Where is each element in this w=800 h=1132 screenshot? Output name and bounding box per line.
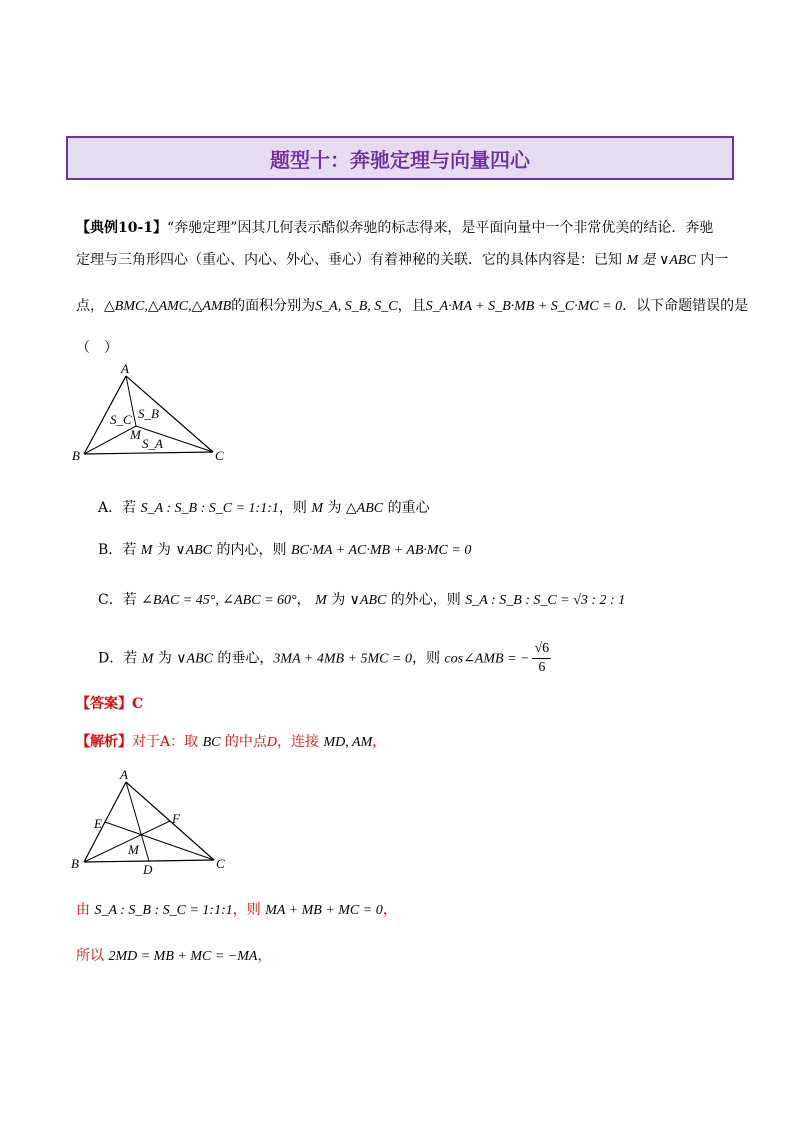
fig2-label-e: E bbox=[94, 816, 102, 831]
analysis-text-2: 的中点 bbox=[224, 734, 267, 750]
analysis-line-3-prefix: 所以 bbox=[76, 948, 104, 964]
answer-tag: 【答案】 bbox=[76, 696, 132, 712]
analysis-line-1 bbox=[76, 732, 386, 753]
analysis-line-2-suffix: ， bbox=[382, 902, 397, 918]
analysis-line-2-prefix: 由 bbox=[76, 902, 90, 918]
option-c-math-3: ∨ABC bbox=[349, 593, 387, 608]
fig1-label-c: C bbox=[215, 448, 224, 463]
analysis-line-3 bbox=[76, 946, 271, 967]
example-text-3-prefix: 点， bbox=[76, 298, 104, 314]
example-line-3 bbox=[76, 296, 748, 317]
analysis-text-1: 对于A：取 bbox=[132, 734, 199, 750]
option-c-mid-3: 的外心，则 bbox=[390, 592, 461, 608]
fig1-label-a: A bbox=[121, 362, 129, 376]
analysis-line-3-suffix: ， bbox=[257, 948, 272, 964]
analysis-text-3: ，连接 bbox=[277, 734, 320, 750]
fig1-label-sa: S_A bbox=[142, 436, 163, 451]
option-b-mid: 为 bbox=[156, 542, 171, 558]
option-a-math-1: S_A : S_B : S_C = 1:1:1 bbox=[140, 501, 279, 516]
option-d-math-1: M bbox=[141, 651, 154, 667]
example-math-vector-eq: S_A·MA + S_B·MB + S_C·MC = 0 bbox=[425, 299, 623, 314]
option-c-mid: ， bbox=[296, 592, 311, 608]
option-d-math-4: cos∠AMB = − bbox=[444, 651, 530, 667]
section-title-box bbox=[66, 136, 734, 180]
example-tag: 【典例10-1】 bbox=[76, 220, 168, 236]
fig2-label-f: F bbox=[172, 811, 180, 826]
fig2-label-c: C bbox=[216, 856, 225, 871]
option-d-label: D．若 bbox=[98, 650, 138, 667]
option-c-math-1: ∠BAC = 45°, ∠ABC = 60° bbox=[141, 593, 297, 608]
analysis-text-4: ， bbox=[372, 734, 387, 750]
option-b-math-3: BC·MA + AC·MB + AB·MC = 0 bbox=[290, 543, 472, 558]
example-text-3-mid2: ，且 bbox=[397, 298, 426, 314]
option-c bbox=[98, 590, 625, 611]
example-math-areas: S_A, S_B, S_C bbox=[315, 299, 398, 314]
example-line-2 bbox=[76, 250, 728, 271]
option-d-frac-num: √6 bbox=[532, 640, 551, 659]
analysis-math-md-am: MD, AM bbox=[323, 735, 373, 750]
example-text-3-suffix: ．以下命题错误的是 bbox=[622, 298, 749, 314]
fig1-label-sb: S_B bbox=[138, 406, 159, 421]
fig1-side-bc bbox=[84, 452, 213, 454]
option-c-math-4: S_A : S_B : S_C = √3 : 2 : 1 bbox=[465, 593, 626, 608]
analysis-line-2 bbox=[76, 900, 397, 921]
option-a-mid: ，则 bbox=[278, 500, 307, 516]
answer-value: C bbox=[132, 696, 144, 712]
analysis-line-2-mid: ，则 bbox=[232, 902, 261, 918]
option-c-math-2: M bbox=[315, 593, 327, 608]
analysis-line-2-math-2: MA + MB + MC = 0 bbox=[265, 903, 383, 918]
analysis-tag: 【解析】 bbox=[76, 734, 132, 750]
section-title: 题型十：奔驰定理与向量四心 bbox=[270, 147, 530, 172]
option-d-mid: 为 bbox=[157, 650, 172, 667]
fig1-label-sc: S_C bbox=[110, 412, 132, 427]
option-b-label: B．若 bbox=[98, 542, 137, 558]
fig2-median-ce bbox=[105, 822, 214, 860]
analysis-math-bc: BC bbox=[202, 735, 221, 750]
fig1-label-b: B bbox=[72, 448, 80, 463]
fig2-label-d: D bbox=[143, 862, 153, 877]
option-d-mid-3: ，则 bbox=[411, 650, 440, 667]
option-a-math-2: M bbox=[311, 501, 323, 516]
example-text-3-mid1: 的面积分别为 bbox=[231, 298, 316, 314]
option-b-math-2: ∨ABC bbox=[175, 543, 213, 558]
example-text-1: “奔驰定理”因其几何表示酷似奔驰的标志得来，是平面向量中一个非常优美的结论．奔驰 bbox=[167, 220, 714, 236]
example-math-triangles: △BMC,△AMC,△AMB bbox=[104, 299, 232, 314]
analysis-line-3-math: 2MD = MB + MC = −MA bbox=[108, 949, 258, 964]
example-line-1 bbox=[76, 218, 713, 238]
option-a-math-3: △ABC bbox=[345, 501, 384, 516]
option-d-math-2: ∨ABC bbox=[176, 651, 213, 667]
option-a-label: A．若 bbox=[98, 500, 137, 516]
option-d-fraction bbox=[532, 640, 551, 677]
option-d-mid-2: 的垂心， bbox=[217, 650, 274, 667]
option-d-frac-den: 6 bbox=[538, 660, 546, 675]
example-text-2: 定理与三角形四心（重心、内心、外心、垂心）有着神秘的关联．它的具体内容是：已知 bbox=[76, 252, 622, 268]
fig2-label-a: A bbox=[120, 768, 128, 782]
option-b-mid-2: 的内心，则 bbox=[216, 542, 287, 558]
fig2-label-b: B bbox=[71, 856, 79, 871]
option-a-mid-2: 为 bbox=[327, 500, 342, 516]
fig1-label-m: M bbox=[130, 427, 141, 442]
fig2-label-m: M bbox=[128, 842, 139, 857]
option-b-math-1: M bbox=[140, 543, 153, 558]
answer-line bbox=[76, 694, 143, 714]
example-math-m-abc: M 是 ∨ABC bbox=[626, 253, 696, 268]
example-text-2-suffix: 内一 bbox=[700, 252, 729, 268]
option-d-math-3: 3MA + 4MB + 5MC = 0 bbox=[273, 651, 412, 667]
option-c-mid-2: 为 bbox=[331, 592, 346, 608]
example-bracket: （ ） bbox=[76, 340, 118, 356]
option-c-label: C．若 bbox=[98, 592, 137, 608]
option-a bbox=[98, 498, 430, 519]
option-b bbox=[98, 540, 471, 561]
option-d bbox=[98, 640, 551, 677]
analysis-line-2-math-1: S_A : S_B : S_C = 1:1:1 bbox=[94, 903, 233, 918]
figure-triangle-areas bbox=[70, 362, 240, 467]
option-a-suffix: 的重心 bbox=[387, 500, 430, 516]
analysis-math-d: D bbox=[266, 735, 278, 750]
figure-triangle-medians bbox=[68, 768, 238, 878]
